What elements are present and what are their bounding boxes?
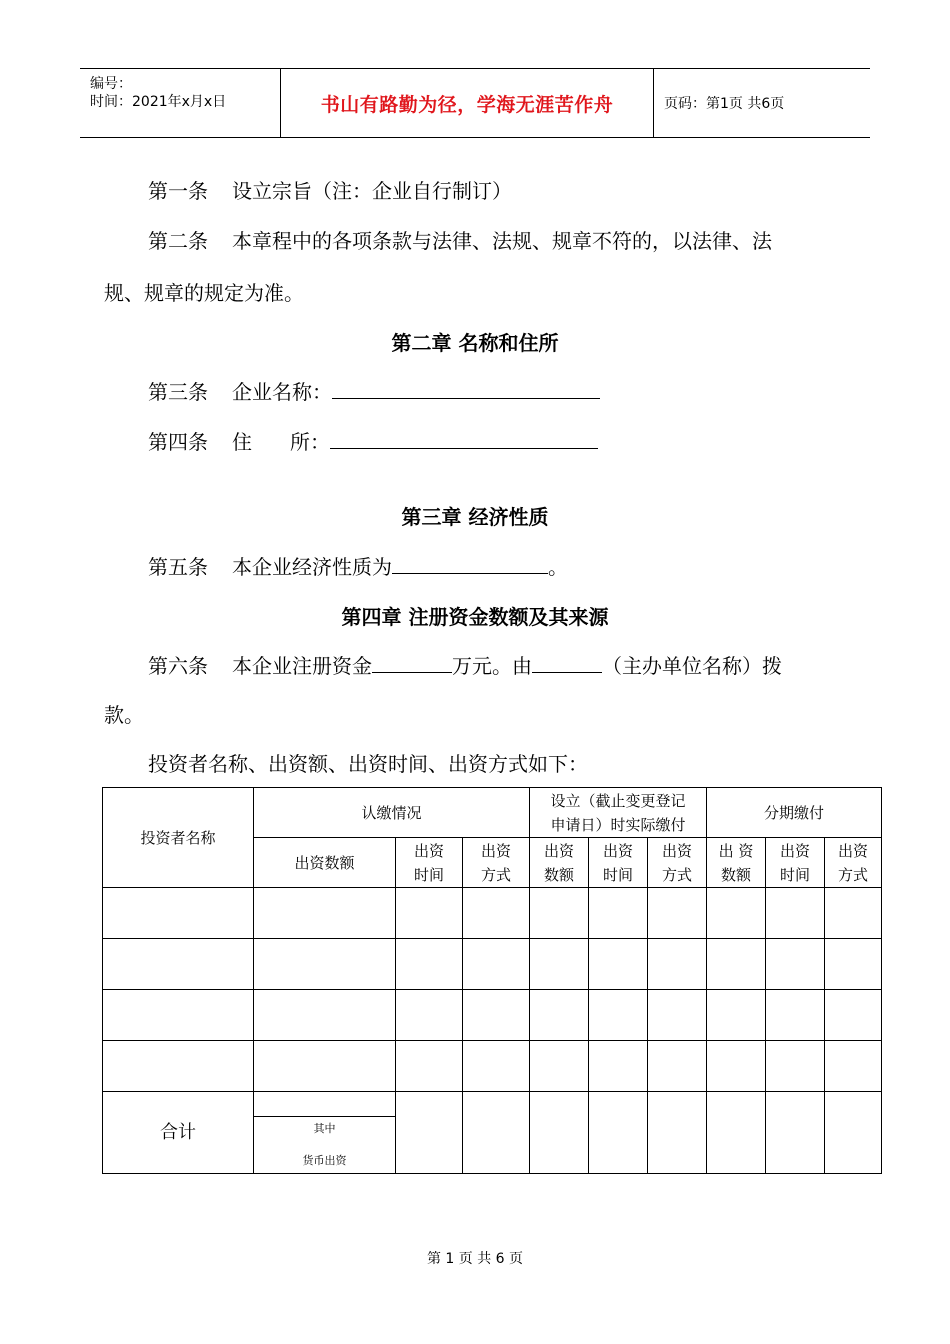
header-line: 出资	[543, 841, 574, 860]
table-cell[interactable]	[254, 990, 396, 1041]
article-5-end: 。	[548, 555, 568, 579]
subscribed-amount-header: 出资数额	[254, 838, 396, 888]
chapter-3-heading: 第三章 经济性质	[401, 505, 549, 529]
article-3-label: 企业名称：	[232, 380, 332, 404]
table-cell[interactable]	[530, 1041, 589, 1092]
subscribed-group-header: 认缴情况	[254, 788, 530, 838]
header-line: 数额	[543, 865, 574, 884]
article-6-line2	[104, 705, 850, 725]
table-cell[interactable]	[589, 888, 648, 939]
actual-paid-header-line1: 设立（截止变更登记	[550, 791, 686, 810]
table-cell[interactable]	[103, 939, 254, 990]
table-cell[interactable]	[530, 990, 589, 1041]
actual-paid-group-header	[530, 788, 707, 838]
page-footer: 第 1 页 共 6 页	[426, 1251, 524, 1267]
header-line: 时间	[779, 865, 810, 884]
time-label: 时间：2021年x月x日	[90, 94, 227, 110]
article-5-text: 本企业经济性质为	[232, 555, 392, 579]
table-row	[103, 888, 882, 939]
table-cell[interactable]	[648, 939, 707, 990]
article-4-label-a: 住	[232, 430, 252, 454]
article-4-label-b: 所：	[290, 430, 330, 454]
table-cell[interactable]	[530, 1092, 589, 1174]
total-of-which-cell	[254, 1092, 396, 1117]
subscribed-method-header	[463, 838, 530, 888]
table-cell[interactable]	[707, 1041, 766, 1092]
article-6-text-b: 万元。由	[452, 654, 532, 678]
page-code: 页码：第1页 共6页	[664, 96, 785, 112]
table-intro	[104, 754, 850, 774]
table-cell[interactable]	[463, 990, 530, 1041]
table-cell[interactable]	[766, 888, 825, 939]
table-cell[interactable]	[707, 939, 766, 990]
table-row	[103, 1041, 882, 1092]
table-cell[interactable]	[463, 939, 530, 990]
actual-method-header	[648, 838, 707, 888]
table-cell[interactable]	[463, 1092, 530, 1174]
article-3	[104, 380, 850, 402]
number-label: 编号：	[90, 76, 132, 92]
capital-amount-blank[interactable]	[372, 654, 452, 673]
company-name-blank[interactable]	[332, 380, 600, 399]
table-cell[interactable]	[396, 888, 463, 939]
table-cell[interactable]	[648, 1041, 707, 1092]
header-page-cell	[654, 69, 870, 137]
article-2-text-line1: 本章程中的各项条款与法律、法规、规章不符的，以法律、法	[232, 229, 772, 253]
table-cell[interactable]	[254, 939, 396, 990]
article-1-text: 设立宗旨（注：企业自行制订）	[232, 179, 512, 203]
table-cell[interactable]	[396, 990, 463, 1041]
table-cell[interactable]	[396, 1041, 463, 1092]
header-motto-cell	[281, 69, 654, 137]
table-cell[interactable]	[766, 939, 825, 990]
table-cell[interactable]	[707, 990, 766, 1041]
article-2-text-line2: 规、规章的规定为准。	[104, 281, 304, 305]
table-cell[interactable]	[766, 1092, 825, 1174]
table-cell[interactable]	[103, 990, 254, 1041]
economic-nature-blank[interactable]	[392, 555, 548, 574]
of-which-label: 其中	[313, 1122, 336, 1135]
header-line: 出资	[661, 841, 692, 860]
table-cell[interactable]	[254, 888, 396, 939]
table-cell[interactable]	[766, 990, 825, 1041]
table-intro-text: 投资者名称、出资额、出资时间、出资方式如下：	[148, 752, 588, 776]
article-6	[104, 654, 850, 676]
currency-label: 货币出资	[302, 1154, 347, 1167]
header-line: 数额	[720, 865, 751, 884]
header-line: 出资	[602, 841, 633, 860]
actual-amount-header	[530, 838, 589, 888]
header-line: 出资	[837, 841, 868, 860]
investor-name-header: 投资者名称	[103, 788, 254, 888]
table-cell[interactable]	[530, 939, 589, 990]
installment-group-header: 分期缴付	[707, 788, 882, 838]
total-row	[103, 1092, 882, 1117]
table-row	[103, 939, 882, 990]
table-cell[interactable]	[648, 1092, 707, 1174]
article-6-text-line2: 款。	[104, 703, 144, 727]
article-5	[104, 555, 850, 577]
address-blank[interactable]	[330, 430, 598, 449]
table-cell[interactable]	[825, 990, 882, 1041]
header-line: 时间	[602, 865, 633, 884]
chapter-2-heading: 第二章 名称和住所	[391, 331, 559, 355]
table-cell[interactable]	[825, 888, 882, 939]
currency-contribution-cell[interactable]	[254, 1117, 396, 1174]
subscribed-time-header	[396, 838, 463, 888]
article-5-number: 第五条	[148, 555, 208, 579]
header-line: 出资	[480, 841, 511, 860]
table-cell[interactable]	[589, 1041, 648, 1092]
article-2-number: 第二条	[148, 229, 208, 253]
table-cell[interactable]	[103, 1041, 254, 1092]
article-4-number: 第四条	[148, 430, 208, 454]
article-4	[104, 430, 850, 452]
article-2-line2	[104, 283, 850, 303]
table-cell[interactable]	[463, 1041, 530, 1092]
table-cell[interactable]	[648, 990, 707, 1041]
header-line: 出资	[413, 841, 444, 860]
table-cell[interactable]	[530, 888, 589, 939]
article-6-number: 第六条	[148, 654, 208, 678]
article-6-text-a: 本企业注册资金	[232, 654, 372, 678]
table-cell[interactable]	[825, 939, 882, 990]
installment-time-header	[766, 838, 825, 888]
table-cell[interactable]	[707, 1092, 766, 1174]
sponsor-blank[interactable]	[532, 654, 602, 673]
header-line: 方式	[661, 865, 692, 884]
header-line: 出 资	[718, 841, 754, 860]
table-cell[interactable]	[589, 1092, 648, 1174]
installment-amount-header	[707, 838, 766, 888]
table-cell[interactable]	[396, 1092, 463, 1174]
table-cell[interactable]	[648, 888, 707, 939]
article-1-number: 第一条	[148, 179, 208, 203]
header-line: 出资	[779, 841, 810, 860]
table-cell[interactable]	[396, 939, 463, 990]
table-cell[interactable]	[463, 888, 530, 939]
article-2	[104, 231, 850, 251]
chapter-4-heading: 第四章 注册资金数额及其来源	[341, 605, 609, 629]
table-cell[interactable]	[825, 1092, 882, 1174]
article-1	[104, 181, 850, 201]
article-6-text-c: （主办单位名称）拨	[602, 654, 782, 678]
actual-paid-header-line2: 申请日）时实际缴付	[550, 815, 686, 834]
investor-table	[102, 787, 882, 1174]
total-label: 合计	[103, 1092, 254, 1174]
header-info-cell	[80, 69, 281, 137]
installment-method-header	[825, 838, 882, 888]
table-row	[103, 990, 882, 1041]
header-line: 方式	[837, 865, 868, 884]
table-cell[interactable]	[766, 1041, 825, 1092]
table-cell[interactable]	[825, 1041, 882, 1092]
article-3-number: 第三条	[148, 380, 208, 404]
table-cell[interactable]	[103, 888, 254, 939]
table-cell[interactable]	[254, 1041, 396, 1092]
motto-text: 书山有路勤为径，学海无涯苦作舟	[320, 93, 614, 116]
table-cell[interactable]	[589, 990, 648, 1041]
header-line: 方式	[480, 865, 511, 884]
header-line: 时间	[413, 865, 444, 884]
table-cell[interactable]	[707, 888, 766, 939]
page-header	[80, 68, 870, 138]
actual-time-header	[589, 838, 648, 888]
table-cell[interactable]	[589, 939, 648, 990]
